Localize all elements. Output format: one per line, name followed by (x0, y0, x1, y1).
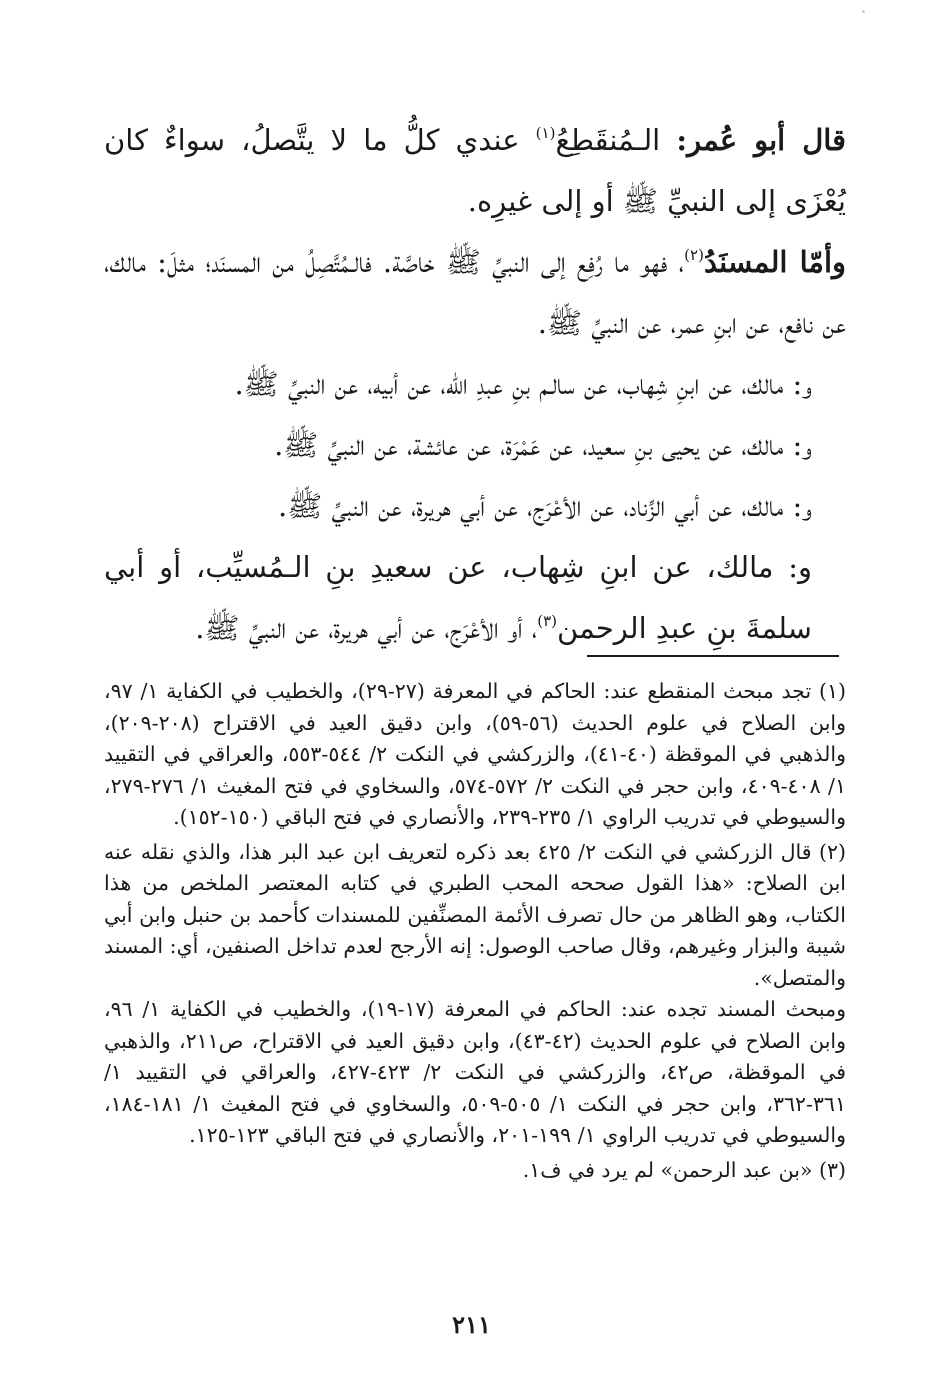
chain-4-text-b: ، أو الأعْرَج، عن أبي هريرة، عن النبيِّ ﷺ. (195, 611, 538, 645)
footnote-3-text: (٣) «بن عبد الرحمن» لم يرد في ف١. (522, 1157, 846, 1182)
footnote-2 (104, 837, 846, 1152)
main-text (104, 110, 846, 659)
footnote-2-text-b: ومبحث المسند تجده عند: الحاكم في المعرفة (١٧-١٩)، والخطيب في الكفاية ١/ ٩٦، وابن الصلاح في علوم الحديث (٤٢-٤٣)، وابن دقيق العيد في الاقتراح، ص٢١١، والذهبي في الموقظة، ص٤٢، والزركشي في النكت ٢/ ٤٢٣-٤٢٧، والعراقي في التقييد ١/ ٣٦١-٣٦٢، وابن حجر في النكت ١/ ٥٠٥-٥٠٩، والسخاوي في فتح المغيث ١/ ١٨١-١٨٤، والسيوطي في تدريب الراوي ١/ ١٩٩-٢٠١، والأنصاري في فتح الباقي ١٢٣-١٢٥. (104, 997, 846, 1147)
footnote-1-text: (١) تجد مبحث المنقطع عند: الحاكم في المعرفة (٢٧-٢٩)، والخطيب في الكفاية ١/ ٩٧، وابن الصلاح في علوم الحديث (٥٦-٥٩)، وابن دقيق العيد في الاقتراح (٢٠٨-٢٠٩)، والذهبي في الموقظة (٤٠-٤١)، والزركشي في النكت ٢/ ٥٤٤-٥٥٣، والعراقي في التقييد ١/ ٤٠٨-٤٠٩، وابن حجر في النكت ٢/ ٥٧٢-٥٧٤، والسخاوي في فتح المغيث ١/ ٢٧٦-٢٧٩، والسيوطي في تدريب الراوي ١/ ٢٣٥-٢٣٩، والأنصاري في فتح الباقي (١٥٠-١٥٢). (104, 679, 846, 829)
paragraph-musnad (104, 232, 846, 354)
footnotes (104, 676, 846, 1189)
musnad-definition: ، فهو ما رُفِع إلى النبيِّ ﷺ خاصَّة. فالـمُتَّصِلُ من المسنَد؛ مثلَ: مالك، عن نافع، عن ابنِ عمر، عن النبيِّ ﷺ. (104, 245, 846, 340)
footnote-2-text-a: (٢) قال الزركشي في النكت ٢/ ٤٢٥ بعد ذكره لتعريف ابن عبد البر هذا، والذي نقله عنه ابن الصلاح: «هذا القول صححه المحب الطبري في كتابه المعتصر الملخص من هذا الكتاب، وهو الظاهر من حال تصرف الأئمة المصنِّفين للمسندات كأحمد بن حنبل وابن أبي شيبة والبزار وغيرهم، وقال صاحب الوصول: إنه الأرجح لعدم تداخل الصنفين، أي: المسند والمتصل». (104, 839, 846, 990)
footnote-separator (587, 655, 839, 657)
footnote-ref-1[interactable]: (١) (535, 124, 556, 142)
paragraph-munqati (104, 110, 846, 232)
isnad-chain-2: و: مالك، عن يحيى بنِ سعيد، عن عَمْرَة، عن عائشة، عن النبيِّ ﷺ. (274, 428, 812, 462)
footnote-3 (104, 1155, 846, 1187)
isnad-chain-1: و: مالك، عن ابنِ شِهاب، عن سالـم بنِ عبدِ الله، عن أبيه، عن النبيِّ ﷺ. (234, 367, 812, 401)
scan-speck (862, 10, 865, 13)
term-musnad: وأمّا المسنَدُ (703, 245, 847, 279)
footnote-ref-2[interactable]: (٢) (684, 246, 704, 264)
isnad-chain-4 (104, 537, 846, 659)
page-number: ٢١١ (452, 1310, 491, 1339)
term-munqati: الـمُنقَطِعُ (555, 123, 677, 157)
chain-4-text-a: و: مالك، عن ابنِ شِهاب، عن سعيدِ بنِ الـمُسيِّب، أو أبي سلمةَ بنِ عبدِ الرحمن (104, 550, 812, 645)
speaker-lead: قال أبو عُمر: (676, 123, 846, 157)
isnad-chain-3: و: مالك، عن أبي الزِّناد، عن الأعْرَج، عن أبي هريرة، عن النبيِّ ﷺ. (278, 489, 812, 523)
munqati-definition: عندي كلُّ ما لا يتَّصلُ، سواءٌ كان يُعْزَى إلى النبيِّ ﷺ أو إلى غيرِه. (104, 123, 846, 218)
footnote-ref-3[interactable]: (٣) (537, 612, 558, 630)
footnote-1 (104, 676, 846, 834)
